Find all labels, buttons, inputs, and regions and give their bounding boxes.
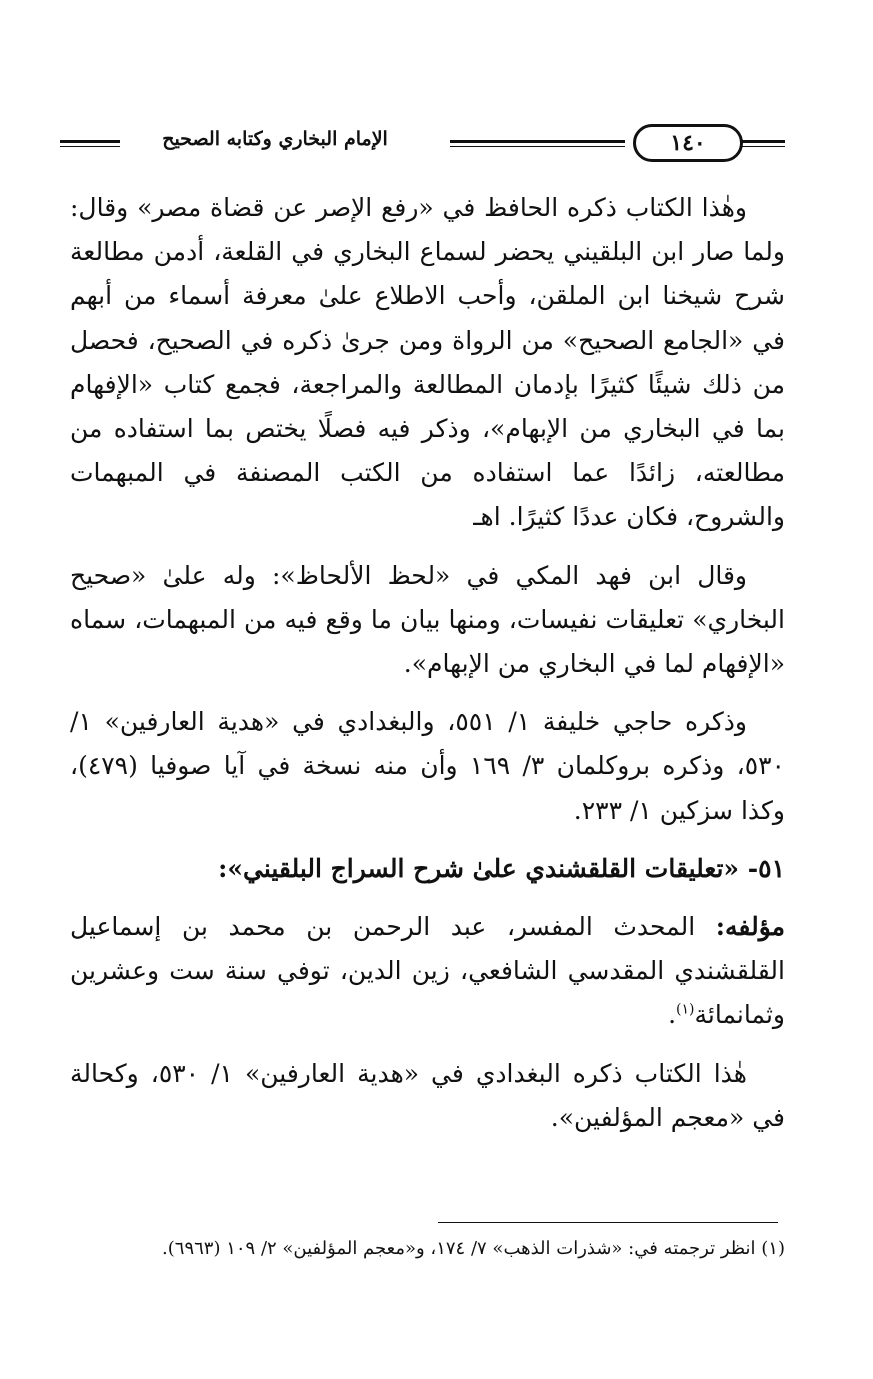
footnote: (١) انظر ترجمته في: «شذرات الذهب» ٧/ ١٧٤، و«معجم المؤلفين» ٢/ ١٠٩ (٦٩٦٣). [162, 1238, 785, 1259]
page-number: ١٤٠ [633, 124, 743, 162]
paragraph-2: وقال ابن فهد المكي في «لحظ الألحاظ»: وله علىٰ «صحيح البخاري» تعليقات نفيسات، ومنها بيان ما وقع فيه من المبهمات، سماه «الإفهام لما في البخاري من الإبهام». [70, 560, 785, 679]
author-text: المحدث المفسر، عبد الرحمن بن محمد بن إسماعيل القلقشندي المقدسي الشافعي، زين الدين، توفي سنة ست وعشرين وثمانمائة [70, 912, 785, 1030]
paragraph-3: وذكره حاجي خليفة ١/ ٥٥١، والبغدادي في «هدية العارفين» ١/ ٥٣٠، وذكره بروكلمان ٣/ ١٦٩ وأن منه نسخة في آيا صوفيا (٤٧٩)، وكذا سزكين ١/ ٢٣٣. [70, 707, 785, 825]
running-title: الإمام البخاري وكتابه الصحيح [162, 128, 388, 150]
header-rule-left [60, 140, 120, 143]
author-label: مؤلفه: [715, 912, 785, 942]
page-header [60, 118, 785, 168]
paragraph-1: وهٰذا الكتاب ذكره الحافظ في «رفع الإصر عن قضاة مصر» وقال: ولما صار ابن البلقيني يحضر لسماع البخاري في القلعة، أدمن مطالعة شرح شيخنا ابن الملقن، وأحب الاطلاع علىٰ معرفة أسماء من أبهم في «الجامع الصحيح» من الرواة ومن جرىٰ ذكره في الصحيح، فحصل من ذلك شيئًا كثيرًا بإدمان المطالعة والمراجعة، فجمع كتاب «الإفهام بما في البخاري من الإبهام»، وذكر فيه فصلًا يختص بما استفاده من مطالعته، زائدًا عما استفاده من الكتب المصنفة في المبهمات والشروح، فكان عددًا كثيرًا. اهـ [70, 193, 785, 532]
author-end: . [668, 1000, 677, 1030]
paragraph-5: هٰذا الكتاب ذكره البغدادي في «هدية العارفين» ١/ ٥٣٠، وكحالة في «معجم المؤلفين». [70, 1058, 785, 1132]
page-body [70, 186, 785, 1140]
paragraph-author [70, 905, 785, 1038]
header-rule-right [740, 140, 785, 143]
entry-heading: ٥١- «تعليقات القلقشندي علىٰ شرح السراج البلقيني»: [218, 853, 785, 883]
footnote-divider [438, 1222, 778, 1223]
header-rule-middle [450, 140, 625, 143]
footnote-ref: (١) [676, 1002, 695, 1019]
